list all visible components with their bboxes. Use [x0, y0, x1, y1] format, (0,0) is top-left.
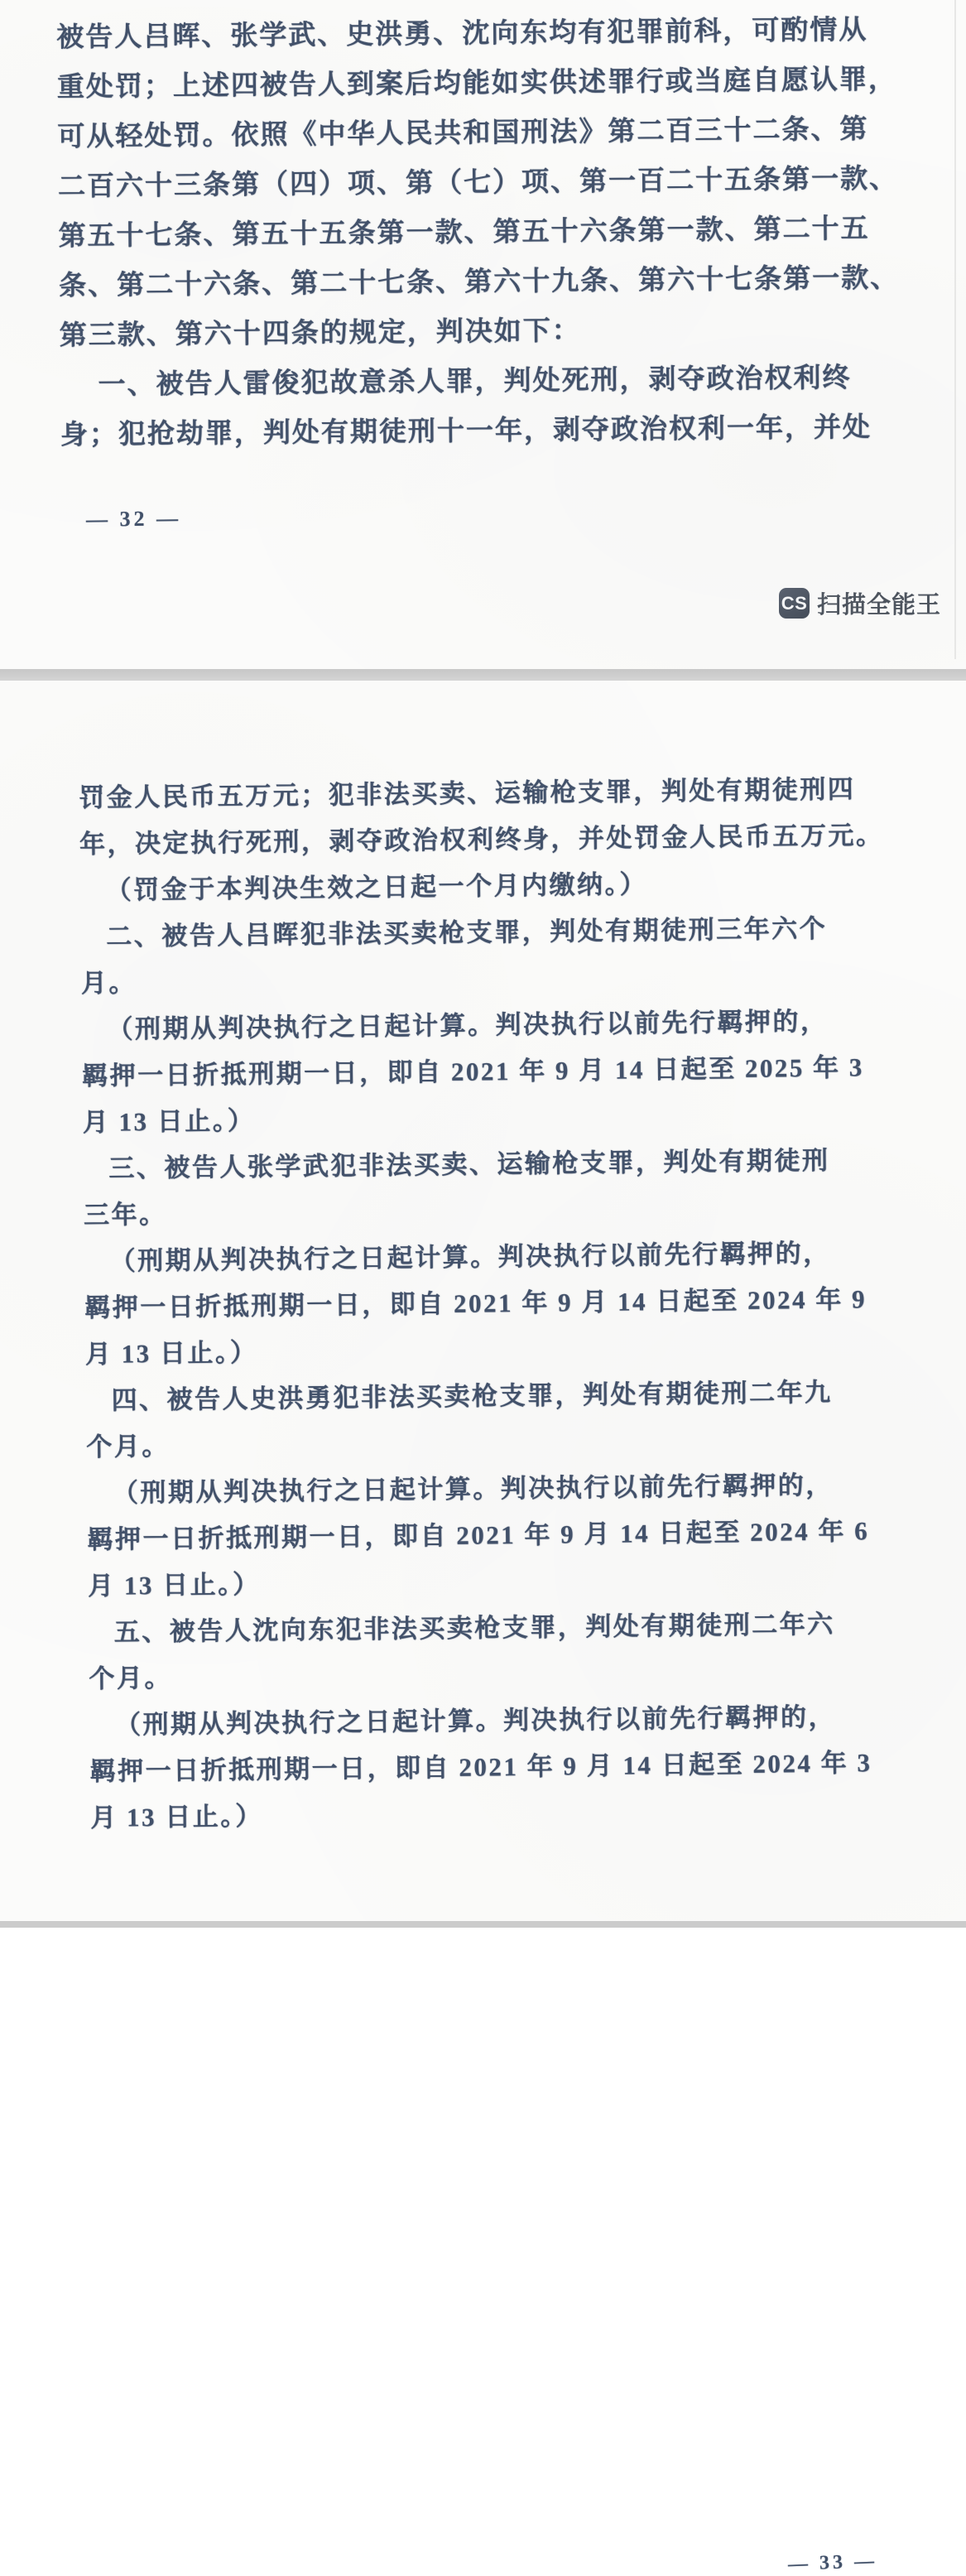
page-32-body-text	[56, 5, 931, 460]
text-line: 三、被告人张学武犯非法买卖、运输枪支罪，判处有期徒刑	[108, 1145, 830, 1183]
text-line: 五、被告人沈向东犯非法买卖枪支罪，判处有期徒刑二年六	[113, 1609, 835, 1647]
text-line: 身；犯抢劫罪，判处有期徒刑十一年，剥夺政治权利一年，并处	[60, 412, 872, 450]
text-line: 被告人吕晖、张学武、史洪勇、沈向东均有犯罪前科，可酌情从	[56, 15, 868, 53]
text-line: （刑期从判决执行之日起计算。判决执行以前先行羁押的，	[109, 1238, 831, 1276]
text-line: （刑期从判决执行之日起计算。判决执行以前先行羁押的，	[114, 1702, 837, 1740]
text-line: 羁押一日折抵刑期一日，即自 2021 年 9 月 14 日起至 2024 年 6	[87, 1516, 870, 1554]
text-line: 羁押一日折抵刑期一日，即自 2021 年 9 月 14 日起至 2025 年 3	[81, 1052, 865, 1091]
text-line: 第三款、第六十四条的规定，判决如下：	[59, 315, 581, 351]
text-line: 月 13 日止。）	[82, 1105, 256, 1137]
text-line: 个月。	[89, 1663, 173, 1693]
text-line: （刑期从判决执行之日起计算。判决执行以前先行羁押的，	[107, 1006, 829, 1044]
text-line: 羁押一日折抵刑期一日，即自 2021 年 9 月 14 日起至 2024 年 3	[89, 1748, 872, 1786]
text-line: 重处罚；上述四被告人到案后均能如实供述罪行或当庭自愿认罪，	[56, 65, 897, 103]
text-line: 三年。	[83, 1199, 167, 1230]
text-line: （刑期从判决执行之日起计算。判决执行以前先行羁押的，	[112, 1470, 834, 1508]
text-line: 二百六十三条第（四）项、第（七）项、第一百二十五条第一款、	[57, 164, 899, 202]
text-line: 月。	[80, 968, 137, 998]
scanned-page-32	[0, 0, 966, 669]
page-number-33: — 33 —	[787, 2550, 878, 2576]
text-line: 第五十七条、第五十五条第一款、第五十六条第一款、第二十五	[58, 214, 870, 252]
camscanner-watermark	[779, 586, 941, 620]
page-separator-band	[0, 669, 966, 681]
page-edge-shadow	[954, 0, 956, 659]
page-number-32: — 32 —	[85, 506, 182, 532]
camscanner-label: 扫描全能王	[817, 592, 942, 619]
text-line: 羁押一日折抵刑期一日，即自 2021 年 9 月 14 日起至 2024 年 9	[84, 1284, 867, 1322]
page-33-body-text	[79, 766, 919, 1842]
text-line: 一、被告人雷俊犯故意杀人罪，判处死刑，剥夺政治权利终	[98, 363, 852, 401]
text-line: 个月。	[86, 1431, 170, 1461]
text-line: 月 13 日止。）	[87, 1569, 261, 1601]
text-line: 月 13 日止。）	[84, 1337, 258, 1369]
text-line: 可从轻处罚。依照《中华人民共和国刑法》第二百三十二条、第	[57, 114, 869, 152]
text-line: 月 13 日止。）	[90, 1801, 263, 1832]
text-line: 罚金人民币五万元；犯非法买卖、运输枪支罪，判处有期徒刑四	[79, 774, 856, 812]
bottom-separator-band	[0, 1921, 966, 1928]
text-line: 条、第二十六条、第二十七条、第六十九条、第六十七条第一款、	[58, 263, 900, 301]
text-line: 年，决定执行死刑，剥夺政治权利终身，并处罚金人民币五万元。	[79, 820, 884, 859]
text-line: （罚金于本判决生效之日起一个月内缴纳。）	[105, 869, 648, 905]
camscanner-logo-icon: CS	[779, 588, 810, 619]
text-line: 四、被告人史洪勇犯非法买卖枪支罪，判处有期徒刑二年九	[111, 1377, 833, 1415]
text-line: 二、被告人吕晖犯非法买卖枪支罪，判处有期徒刑三年六个	[106, 913, 828, 951]
